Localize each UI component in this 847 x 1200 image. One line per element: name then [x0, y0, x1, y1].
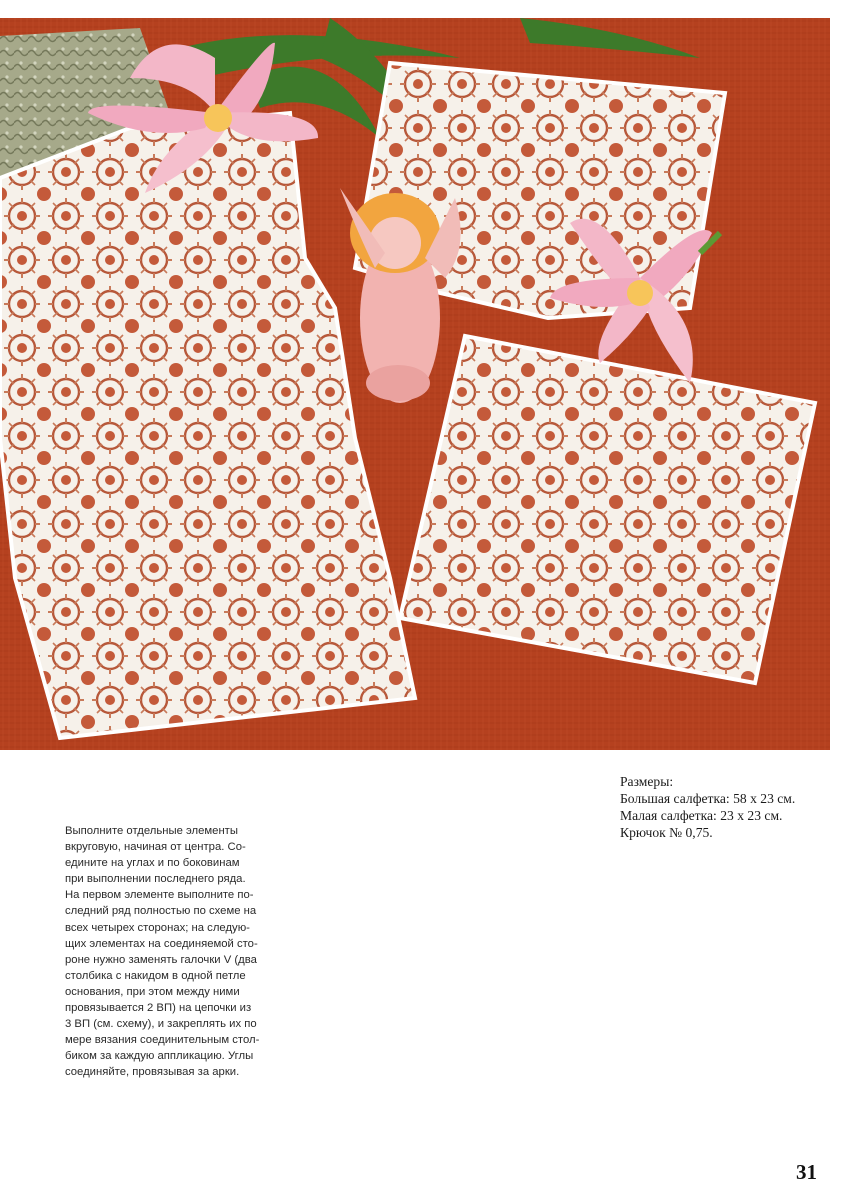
- instructions-line: при выполнении последнего ряда.: [65, 873, 246, 886]
- instructions-line: роне нужно заменять галочки V (два: [65, 953, 257, 966]
- sizes-block: [620, 773, 835, 841]
- hook-size: Крючок № 0,75.: [620, 825, 713, 840]
- large-doily-size: Большая салфетка: 58 х 23 см.: [620, 791, 796, 806]
- instructions-line: Выполните отдельные элементы: [65, 825, 238, 837]
- instructions-line: всех четырех сторонах; на следую-: [65, 921, 250, 934]
- instructions-line: биком за каждую аппликацию. Углы: [65, 1050, 254, 1063]
- instructions-text: [65, 823, 287, 1081]
- instructions-line: щих элементах на соединяемой сто-: [65, 937, 258, 950]
- instructions-line: основания, при этом между ними: [65, 985, 240, 998]
- doilies-photo: [0, 18, 830, 750]
- instructions-line: следний ряд полностью по схеме на: [65, 905, 257, 918]
- instructions-line: соединяйте, провязывая за арки.: [65, 1066, 240, 1079]
- instructions-line: столбика с накидом в одной петле: [65, 969, 246, 982]
- instructions-line: На первом элементе выполните по-: [65, 889, 254, 902]
- instructions-line: провязывается 2 ВП) на цепочки из: [65, 1002, 252, 1015]
- instructions-line: 3 ВП (см. схему), и закреплять их по: [65, 1018, 257, 1031]
- small-doily-size: Малая салфетка: 23 х 23 см.: [620, 808, 783, 823]
- instructions-line: вкруговую, начиная от центра. Со-: [65, 841, 246, 854]
- page-number: 31: [796, 1160, 817, 1184]
- instructions-line: едините на углах и по боковинам: [65, 857, 240, 870]
- instructions-line: мере вязания соединительным стол-: [65, 1034, 260, 1047]
- sizes-heading: Размеры:: [620, 774, 674, 789]
